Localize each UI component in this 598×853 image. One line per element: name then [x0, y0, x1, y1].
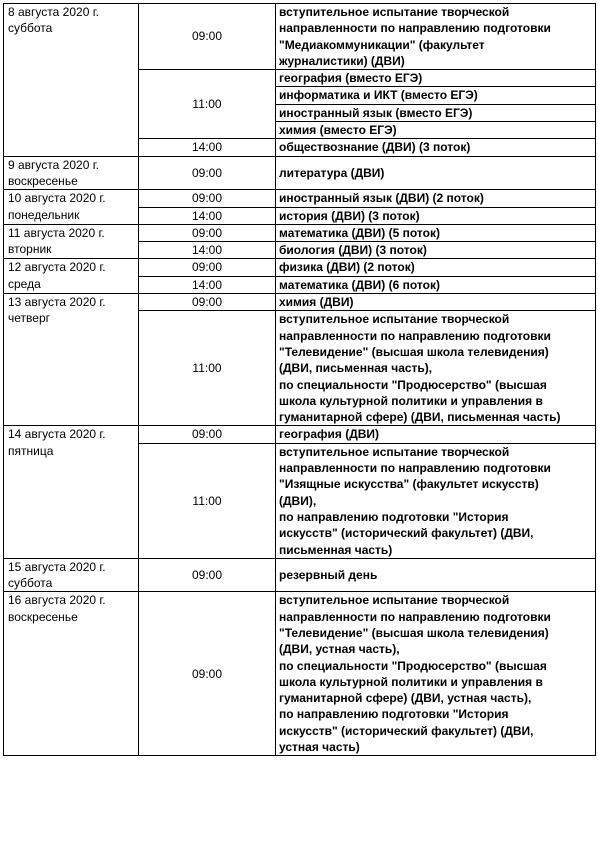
exam-text-line: журналистики) (ДВИ): [279, 53, 405, 68]
exam-text-line: вступительное испытание творческой: [279, 5, 510, 19]
schedule-wrapper: [3, 3, 596, 756]
exam-cell: [276, 87, 596, 104]
exam-text-line: математика (ДВИ) (6 поток): [279, 277, 440, 292]
exam-text-line: направленности по направлению подготовки: [279, 609, 551, 624]
time-cell: 09:00: [139, 592, 276, 756]
weekday-text: вторник: [8, 242, 52, 257]
weekday-text: среда: [8, 276, 41, 291]
exam-cell: [276, 259, 596, 276]
exam-text-line: направленности по направлению подготовки: [279, 328, 551, 343]
exam-cell: [276, 443, 596, 558]
date-cell: [4, 294, 139, 426]
date-text: 14 августа 2020 г.: [8, 427, 106, 442]
exam-text-line: "Изящные искусства" (факультет искусств): [279, 477, 539, 492]
exam-text-line: математика (ДВИ) (5 поток): [279, 225, 440, 240]
exam-text-line: школа культурной политики и управления в: [279, 393, 543, 408]
exam-text-line: по специальности "Продюсерство" (высшая: [279, 658, 547, 673]
time-cell: 09:00: [139, 426, 276, 443]
exam-text-line: иностранный язык (ДВИ) (2 поток): [279, 191, 484, 206]
date-cell: [4, 4, 139, 157]
date-text: 16 августа 2020 г.: [8, 593, 106, 608]
table-row: [4, 190, 596, 207]
exam-cell: [276, 4, 596, 70]
time-cell: 11:00: [139, 70, 276, 139]
exam-cell: [276, 207, 596, 224]
time-cell: 09:00: [139, 224, 276, 241]
time-cell: 09:00: [139, 259, 276, 276]
exam-cell: [276, 190, 596, 207]
exam-text-line: обществознание (ДВИ) (3 поток): [279, 140, 471, 155]
exam-text-line: искусств" (исторический факультет) (ДВИ,: [279, 526, 534, 541]
exam-cell: [276, 558, 596, 592]
exam-text-line: биология (ДВИ) (3 поток): [279, 243, 427, 258]
exam-cell: [276, 592, 596, 756]
exam-cell: [276, 242, 596, 259]
exam-cell: [276, 139, 596, 156]
date-cell: [4, 592, 139, 756]
date-text: 10 августа 2020 г.: [8, 191, 106, 206]
time-cell: 11:00: [139, 443, 276, 558]
time-cell: 09:00: [139, 190, 276, 207]
exam-text-line: "Медиакоммуникации" (факультет: [279, 37, 485, 52]
table-row: [4, 4, 596, 70]
exam-text-line: информатика и ИКТ (вместо ЕГЭ): [279, 88, 478, 103]
exam-schedule-table: [3, 3, 596, 756]
table-row: [4, 224, 596, 241]
exam-text-line: устная часть): [279, 740, 360, 755]
time-cell: 14:00: [139, 276, 276, 293]
exam-text-line: вступительное испытание творческой: [279, 444, 510, 459]
exam-text-line: искусств" (исторический факультет) (ДВИ,: [279, 723, 534, 738]
exam-text-line: резервный день: [279, 567, 378, 582]
exam-text-line: "Телевидение" (высшая школа телевидения): [279, 344, 549, 359]
time-cell: 09:00: [139, 156, 276, 190]
exam-text-line: письменная часть): [279, 542, 393, 557]
date-cell: [4, 426, 139, 558]
exam-text-line: школа культурной политики и управления в: [279, 674, 543, 689]
weekday-text: четверг: [8, 311, 50, 326]
exam-text-line: (ДВИ),: [279, 493, 317, 508]
time-cell: 14:00: [139, 242, 276, 259]
exam-text-line: по направлению подготовки "История: [279, 509, 509, 524]
exam-text-line: физика (ДВИ) (2 поток): [279, 260, 415, 275]
time-cell: 14:00: [139, 207, 276, 224]
exam-cell: [276, 426, 596, 443]
time-cell: 09:00: [139, 4, 276, 70]
table-row: [4, 558, 596, 592]
date-text: 11 августа 2020 г.: [8, 225, 105, 240]
table-row: [4, 259, 596, 276]
time-cell: 09:00: [139, 558, 276, 592]
exam-text-line: "Телевидение" (высшая школа телевидения): [279, 625, 549, 640]
date-cell: [4, 558, 139, 592]
exam-cell: [276, 294, 596, 311]
exam-cell: [276, 70, 596, 87]
exam-text-line: химия (ДВИ): [279, 295, 354, 310]
date-text: 8 августа 2020 г.: [8, 5, 99, 19]
weekday-text: суббота: [8, 576, 53, 591]
time-cell: 09:00: [139, 294, 276, 311]
date-cell: [4, 259, 139, 294]
exam-text-line: иностранный язык (вместо ЕГЭ): [279, 105, 473, 120]
exam-text-line: химия (вместо ЕГЭ): [279, 123, 397, 138]
weekday-text: понедельник: [8, 207, 80, 222]
exam-cell: [276, 156, 596, 190]
exam-text-line: вступительное испытание творческой: [279, 312, 510, 327]
exam-text-line: география (вместо ЕГЭ): [279, 71, 423, 86]
table-row: [4, 156, 596, 190]
time-cell: 14:00: [139, 139, 276, 156]
date-text: 15 августа 2020 г.: [8, 559, 106, 574]
exam-text-line: география (ДВИ): [279, 427, 380, 442]
exam-text-line: направленности по направлению подготовки: [279, 21, 551, 36]
table-row: [4, 426, 596, 443]
exam-text-line: направленности по направлению подготовки: [279, 461, 551, 476]
exam-cell: [276, 122, 596, 139]
exam-text-line: гуманитарной сфере) (ДВИ, устная часть),: [279, 691, 532, 706]
exam-cell: [276, 311, 596, 426]
table-row: [4, 592, 596, 756]
date-cell: [4, 156, 139, 190]
exam-text-line: история (ДВИ) (3 поток): [279, 208, 420, 223]
weekday-text: суббота: [8, 21, 53, 36]
time-cell: 11:00: [139, 311, 276, 426]
schedule-body: [4, 4, 596, 756]
date-text: 12 августа 2020 г.: [8, 260, 106, 275]
exam-text-line: (ДВИ, устная часть),: [279, 642, 400, 657]
date-cell: [4, 190, 139, 225]
exam-cell: [276, 224, 596, 241]
weekday-text: воскресенье: [8, 173, 78, 188]
exam-text-line: гуманитарной сфере) (ДВИ, письменная часть): [279, 410, 561, 425]
exam-text-line: вступительное испытание творческой: [279, 593, 510, 608]
table-row: [4, 294, 596, 311]
date-text: 9 августа 2020 г.: [8, 157, 99, 172]
date-cell: [4, 224, 139, 259]
weekday-text: воскресенье: [8, 609, 78, 624]
exam-text-line: литература (ДВИ): [279, 165, 385, 180]
exam-text-line: (ДВИ, письменная часть),: [279, 361, 433, 376]
date-text: 13 августа 2020 г.: [8, 295, 106, 310]
exam-text-line: по направлению подготовки "История: [279, 707, 509, 722]
exam-cell: [276, 276, 596, 293]
weekday-text: пятница: [8, 443, 54, 458]
exam-cell: [276, 104, 596, 121]
exam-text-line: по специальности "Продюсерство" (высшая: [279, 377, 547, 392]
